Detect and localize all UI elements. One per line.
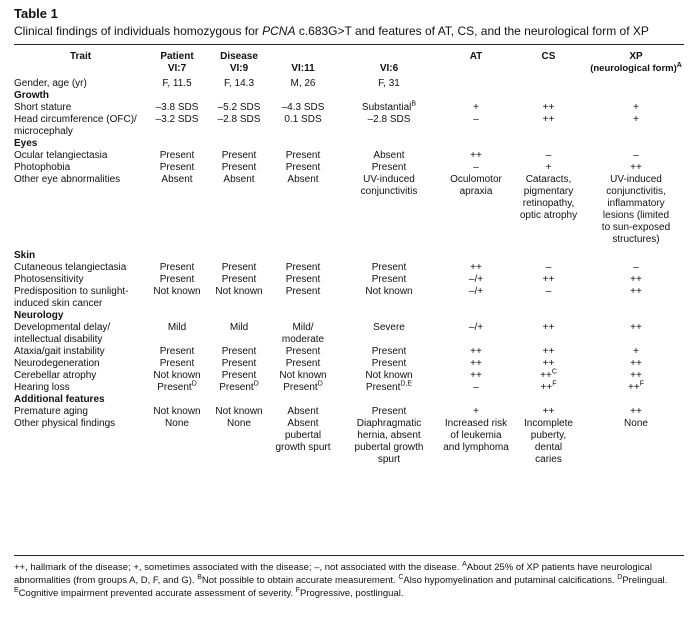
- header-vi6: VI:6: [379, 63, 399, 74]
- clinical-findings-table: [14, 51, 684, 466]
- header-row-2: [14, 63, 684, 75]
- header-xp: XP: [629, 51, 643, 62]
- table-row: Other eye abnormalities Absent Absent Absent UV-induced conjunctivitis Oculomotor apraxia Cataracts, pigmentary retinopathy, optic atrophy UV-induced conjunctivitis, inflammatory lesions (limited to sun-exposed structures): [14, 174, 671, 245]
- table-row: Head circumference (OFC)/ microcephaly –3.2 SDS –2.8 SDS 0.1 SDS –2.8 SDS – ++ +: [14, 114, 639, 137]
- bottom-rule: [14, 555, 684, 556]
- header-vi9: VI:9: [229, 63, 249, 74]
- header-cs: CS: [541, 51, 556, 62]
- table-row: Photophobia Present Present Present Present – + ++: [14, 162, 642, 173]
- table-row: Short stature –3.8 SDS –5.2 SDS –4.3 SDS Substantial$^B$ + ++ +: [14, 100, 639, 113]
- section-skin: Skin: [14, 250, 36, 261]
- top-rule: [14, 44, 684, 45]
- section-additional-features: Additional features: [14, 394, 105, 405]
- table-row: Other physical findings None None Absent pubertal growth spurt Diaphragmatic hernia, absent pubertal growth spurt Increased risk of leukemia and lymphoma Incomplete puberty, dental caries None: [14, 418, 648, 465]
- table-row: Cutaneous telangiectasia Present Present Present Present ++ – –: [14, 262, 639, 273]
- header-at: AT: [469, 51, 483, 62]
- table-footnote: ++, hallmark of the disease; +, sometimes associated with the disease; –, not associated with the disease. $^A$About 25% of XP patients have neurological abnormalities (from groups A, D, F, and G). $^B$Not possible to obtain accurate measurement. $^C$Also hypomyelination and putaminal calcifications. $^D$Prelingual. $^E$Cognitive impairment prevented accurate assessment of severity. $^F$Progressive, postlingual.: [14, 560, 668, 599]
- header-patient: Patient: [160, 51, 194, 62]
- section-neurology: Neurology: [14, 310, 64, 321]
- table-row: Neurodegeneration Present Present Present Present ++ ++ ++: [14, 358, 642, 369]
- header-disease: Disease: [220, 51, 258, 62]
- header-row-1: [14, 51, 684, 63]
- table-row: Predisposition to sunlight- induced skin cancer Not known Not known Present Not known –/+ – ++: [14, 286, 642, 309]
- section-growth: Growth: [14, 90, 49, 101]
- table-row: Premature aging Not known Not known Absent Present + ++ ++: [14, 406, 642, 417]
- header-vi7: VI:7: [167, 63, 187, 74]
- table-row: Photosensitivity Present Present Present Present –/+ ++ ++: [14, 274, 642, 285]
- table-row: Gender, age (yr) F, 11.5 F, 14.3 M, 26 F, 31: [14, 78, 400, 89]
- header-xp-subtitle: (neurological form)$^A$: [590, 61, 682, 74]
- table-row: Cerebellar atrophy Not known Present Not known Not known ++ ++$^C$ ++: [14, 368, 642, 381]
- table-row: Ocular telangiectasia Present Present Present Absent ++ – –: [14, 150, 639, 161]
- table-caption: Clinical findings of individuals homozygous for PCNA c.683G>T and features of AT, CS, and the neurological form of XP: [14, 24, 649, 38]
- section-eyes: Eyes: [14, 138, 38, 149]
- table-row: Hearing loss Present$^D$ Present$^D$ Present$^D$ Present$^{D,E}$ – ++$^F$ ++$^F$: [14, 380, 644, 393]
- header-vi11: VI:11: [291, 63, 315, 74]
- header-trait: Trait: [69, 51, 92, 62]
- table-row: Developmental delay/ intellectual disability Mild Mild Mild/ moderate Severe –/+ ++ ++: [14, 322, 642, 345]
- table-row: Ataxia/gait instability Present Present Present Present ++ ++ +: [14, 346, 639, 357]
- table-label: Table 1: [14, 6, 58, 21]
